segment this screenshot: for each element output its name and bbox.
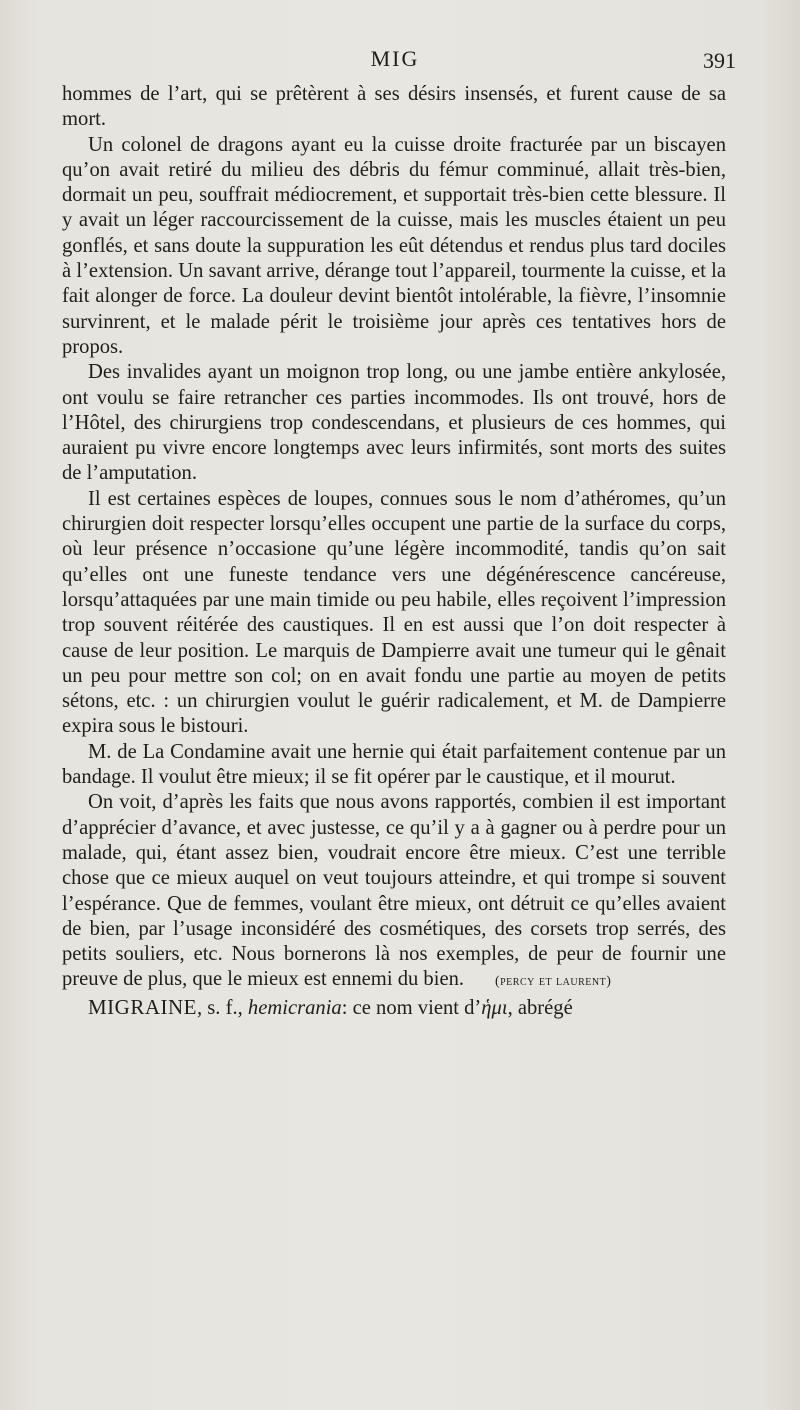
entry-text: : ce nom vient d’ — [341, 996, 482, 1019]
dictionary-entry — [62, 995, 726, 1021]
paragraph: Un colonel de dragons ayant eu la cuisse droite fracturée par un biscayen qu’on avait retiré du milieu des débris du fémur comminué, allait très-bien, dormait un peu, souffrait médiocrement, et supportait très-bien cette blessure. Il y avait un léger raccourcissement de la cuisse, mais les muscles étaient un peu gonflés, et sans doute la suppuration les eût détendus et rendus plus tard dociles à l’extension. Un savant arrive, dérange tout l’appareil, tourmente la cuisse, et la fait alonger de force. La douleur devint bientôt intolérable, la fièvre, l’insomnie survinrent, et le malade périt le troisième jour après ces tentatives hors de propos. — [62, 133, 726, 358]
entry-headword: MIGRAINE — [88, 994, 197, 1019]
paragraph-conclusion — [62, 790, 726, 994]
entry-text-end: , abrégé — [507, 996, 573, 1019]
paragraph: M. de La Condamine avait une hernie qui était parfaitement contenue par un bandage. Il voulut être mieux; il se fit opérer par le caustique, et il mourut. — [62, 740, 726, 789]
running-head: MIG — [370, 46, 420, 71]
entry-latin: hemicrania — [247, 996, 342, 1019]
author-signature: (percy et laurent) — [494, 974, 612, 990]
paragraph: Des invalides ayant un moignon trop long, ou une jambe entière ankylosée, ont voulu se faire retrancher ces parties incommodes. Ils ont trouvé, hors de l’Hôtel, des chirurgiens trop condescendans, et plusieurs de ces hommes, qui auraient pu vivre encore longtemps avec leurs infirmités, sont morts des suites de l’amputation. — [62, 361, 726, 485]
page-header — [60, 46, 736, 78]
paragraph: Il est certaines espèces de loupes, connues sous le nom d’athéromes, qu’un chirurgien doit respecter lorsqu’elles occupent une partie de la surface du corps, où leur présence n’occasione qu’une légère incommodité, tandis qu’on sait qu’elles ont une funeste tendance vers une dégénérescence cancéreuse, lorsqu’attaquées par une main timide ou peu habile, elles reçoivent l’impression trop souvent réitérée des caustiques. Il en est aussi que l’on doit respecter à cause de leur position. Le marquis de Dampierre avait une tumeur qui le gênait un peu pour mettre son col; on en avait fondu une partie au moyen de petits sétons, etc. : un chirurgien voulut le guérir radicalement, et M. de Dampierre expira sous le bistouri. — [62, 487, 726, 738]
entry-pos: , s. f., — [197, 996, 248, 1019]
entry-greek: ἡμι — [481, 996, 508, 1019]
page-number: 391 — [703, 48, 736, 73]
main-text — [62, 82, 726, 1021]
paragraph-text: On voit, d’après les faits que nous avons rapportés, combien il est important d’apprécier d’avance, et avec justesse, ce qu’il y a à gagner ou à perdre pour un malade, qui, étant assez bien, voudrait encore être mieux. C’est une terrible chose que ce mieux auquel on veut toujours atteindre, et qui trompe si souvent l’espérance. Que de femmes, voulant être mieux, ont détruit ce qu’elles avaient de bien, par l’usage inconsidéré des cosmétiques, des corsets trop serrés, des petits souliers, etc. Nous bornerons là nos exemples, de peur de fournir une preuve de plus, que le mieux est ennemi du bien. — [62, 791, 726, 991]
paragraph: hommes de l’art, qui se prêtèrent à ses désirs insensés, et furent cause de sa mort. — [62, 83, 726, 131]
